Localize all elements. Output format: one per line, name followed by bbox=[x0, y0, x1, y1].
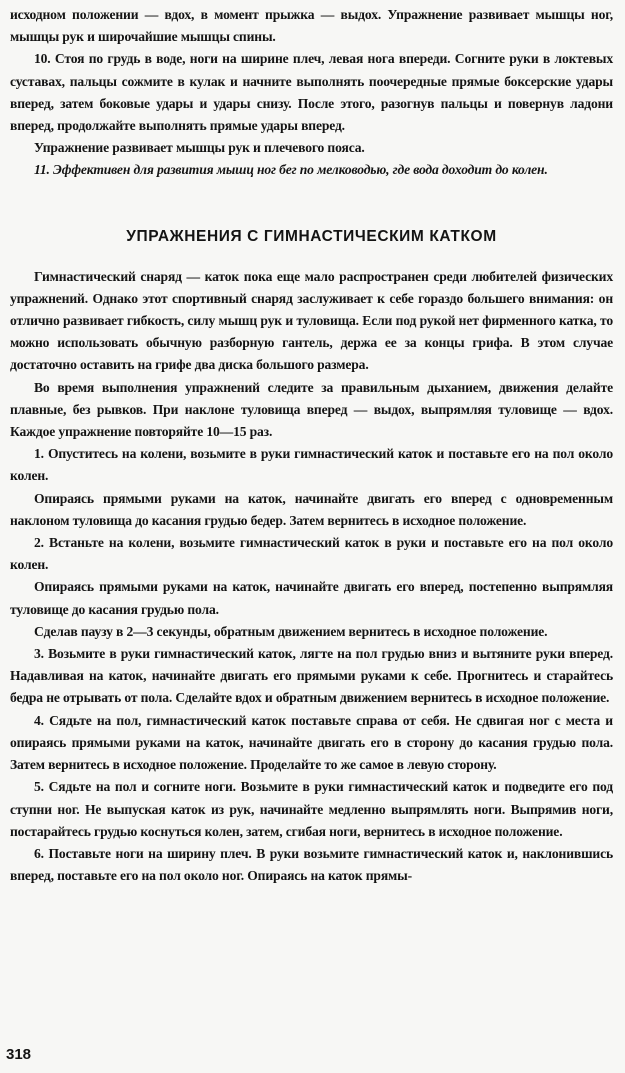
paragraph: Опираясь прямыми руками на каток, начинайте двигать его вперед с одновременным наклоном туловища до касания грудью бедер. Затем вернитесь в исходное положение. bbox=[10, 490, 613, 528]
paragraph: исходном положении — вдох, в момент прыжка — выдох. Упражнение развивает мышцы ног, мышцы рук и широчайшие мышцы спины. bbox=[10, 7, 613, 45]
paragraph: 10. Стоя по грудь в воде, ноги на ширине плеч, левая нога впереди. Согните руки в локтевых суставах, пальцы сожмите в кулак и начните выполнять поочередные прямые боксерские удары вперед, затем боковые удары и удары снизу. После этого, разогнув пальцы и повернув ладони вперед, продолжайте выполнять прямые удары вперед. bbox=[10, 51, 613, 134]
top-text-block bbox=[10, 4, 613, 182]
paragraph: 5. Сядьте на пол и согните ноги. Возьмите в руки гимнастический каток и подведите его под ступни ног. Не выпуская каток из рук, начинайте медленно выпрямлять ноги. Выпрямив ноги, постарайтесь грудью коснуться колен, затем, сгибая ноги, вернитесь в исходное положение. bbox=[10, 779, 613, 839]
paragraph: 2. Встаньте на колени, возьмите гимнастический каток в руки и поставьте его на пол около колен. bbox=[10, 535, 613, 573]
paragraph: 1. Опуститесь на колени, возьмите в руки гимнастический каток и поставьте его на пол около колен. bbox=[10, 446, 613, 484]
section-heading: УПРАЖНЕНИЯ С ГИМНАСТИЧЕСКИМ КАТКОМ bbox=[126, 227, 497, 245]
paragraph: Гимнастический снаряд — каток пока еще мало распространен среди любителей физических упражнений. Однако этот спортивный снаряд заслуживает к себе гораздо большего внимания: он отлично развивает гибкость, силу мышц рук и туловища. Если под рукой нет фирменного катка, то можно использовать обычную разборную гантель, держа ее за концы грифа. В этом случае достаточно оставить на грифе два диска большого размера. bbox=[10, 268, 613, 373]
paragraph: 11. Эффективен для развития мышц ног бег по мелководью, где вода доходит до колен. bbox=[34, 162, 548, 178]
paragraph: Сделав паузу в 2—3 секунды, обратным движением вернитесь в исходное положение. bbox=[34, 623, 548, 639]
paragraph: Во время выполнения упражнений следите за правильным дыханием, движения делайте плавные, без рывков. При наклоне туловища вперед — выдох, выпрямляя туловище — вдох. Каждое упражнение повторяйте 10—15 раз. bbox=[10, 379, 613, 440]
paragraph: Опираясь прямыми руками на каток, начинайте двигать его вперед, постепенно выпрямляя туловище до касания грудью пола. bbox=[10, 579, 613, 617]
paragraph: 4. Сядьте на пол, гимнастический каток поставьте справа от себя. Не сдвигая ног с места и опираясь прямыми руками на каток, начинайте двигать его в сторону до касания грудью пола. Затем вернитесь в исходное положение. Проделайте то же самое в левую сторону. bbox=[10, 712, 613, 773]
paragraph: 3. Возьмите в руки гимнастический каток, лягте на пол грудью вниз и вытяните руки вперед. Надавливая на каток, начинайте двигать его прямыми руками к себе. Прогнитесь и старайтесь бедра не отрывать от пола. Сделайте вдох и обратным движением вернитесь в исходное положение. bbox=[10, 646, 613, 706]
page-number: 318 bbox=[6, 1046, 32, 1063]
paragraph: Упражнение развивает мышцы рук и плечевого пояса. bbox=[34, 140, 365, 156]
paragraph: 6. Поставьте ноги на ширину плеч. В руки возьмите гимнастический каток и, наклонившись вперед, поставьте его на пол около ног. Опираясь на каток прямы- bbox=[10, 845, 613, 884]
section-body bbox=[10, 266, 613, 888]
